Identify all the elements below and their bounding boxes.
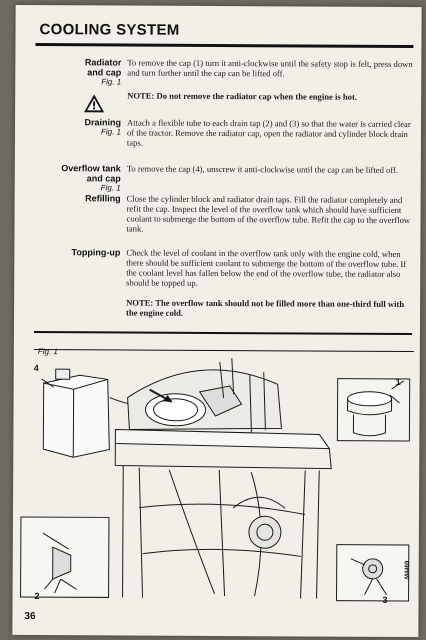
section-label xyxy=(35,57,121,87)
section-refilling xyxy=(35,193,415,234)
page-number: 36 xyxy=(24,610,36,623)
illustration-reference: M4469 xyxy=(404,560,411,580)
callout-1: 1 xyxy=(395,376,401,387)
section-note: NOTE: The overflow tank should not be filled more than one-third full with the engine cold. xyxy=(126,297,405,318)
warning-icon xyxy=(83,93,105,113)
section-text: To remove the cap (4), unscrew it anti-clockwise until the cap can be lifted off. xyxy=(126,163,399,175)
section-radiator-cap xyxy=(35,57,415,102)
label-line: and cap xyxy=(86,173,121,184)
figure-caption-rule xyxy=(34,349,414,352)
section-overflow-tank xyxy=(35,163,415,193)
label-line: and cap xyxy=(87,67,122,78)
manual-page xyxy=(12,5,421,637)
section-draining xyxy=(35,117,415,148)
section-text: Close the cylinder block and radiator drain taps. Fill the radiator completely and refit the cap. Inspect the level of the overflow tank which should have sufficient coolant to submerge the bottom of the overflow tube. Refit the cap to the overflow tank. xyxy=(126,193,411,234)
fig-ref: Fig. 1 xyxy=(100,183,121,193)
title-rule xyxy=(35,43,413,48)
fig-ref: Fig. 1 xyxy=(101,77,122,87)
label-line: Radiator xyxy=(84,57,122,68)
label-line: Draining xyxy=(84,117,122,128)
fig-ref: Fig. 1 xyxy=(100,127,122,137)
section-text: Attach a flexible tube to each drain tap (2) and (3) so that the water is carried clear of the tractor. Remove the radiator cap, open the radiator and cylinder block drain taps. xyxy=(126,117,411,148)
label-line: Overflow tank xyxy=(61,163,121,174)
page-title: COOLING SYSTEM xyxy=(39,21,180,39)
section-text: To remove the cap (1) turn it anti-clockwise until the safety stop is felt, press down and turn further until the cap can be lifted off. xyxy=(127,57,413,79)
callout-4: 4 xyxy=(33,363,39,374)
tractor-engine-illustration xyxy=(19,357,414,607)
section-topping-up xyxy=(34,247,414,318)
callout-3: 3 xyxy=(382,594,388,605)
section-text: Check the level of coolant in the overflow tank only with the engine cold, when there should be sufficient coolant to submerge the bottom of the overflow tube. If the coolant level has fallen below the end of the overflow tube, the radiator also should be topped up. xyxy=(126,247,407,288)
figure-label: Fig. 1 xyxy=(37,347,58,357)
label-line: Topping-up xyxy=(71,247,121,258)
section-label xyxy=(35,117,121,137)
label-line: Refilling xyxy=(85,193,121,204)
section-label xyxy=(35,163,121,193)
callout-2: 2 xyxy=(34,591,40,602)
section-note: NOTE: Do not remove the radiator cap when the engine is hot. xyxy=(127,90,357,102)
figure-top-rule xyxy=(34,331,412,335)
section-label xyxy=(35,193,121,203)
section-label xyxy=(34,247,120,257)
